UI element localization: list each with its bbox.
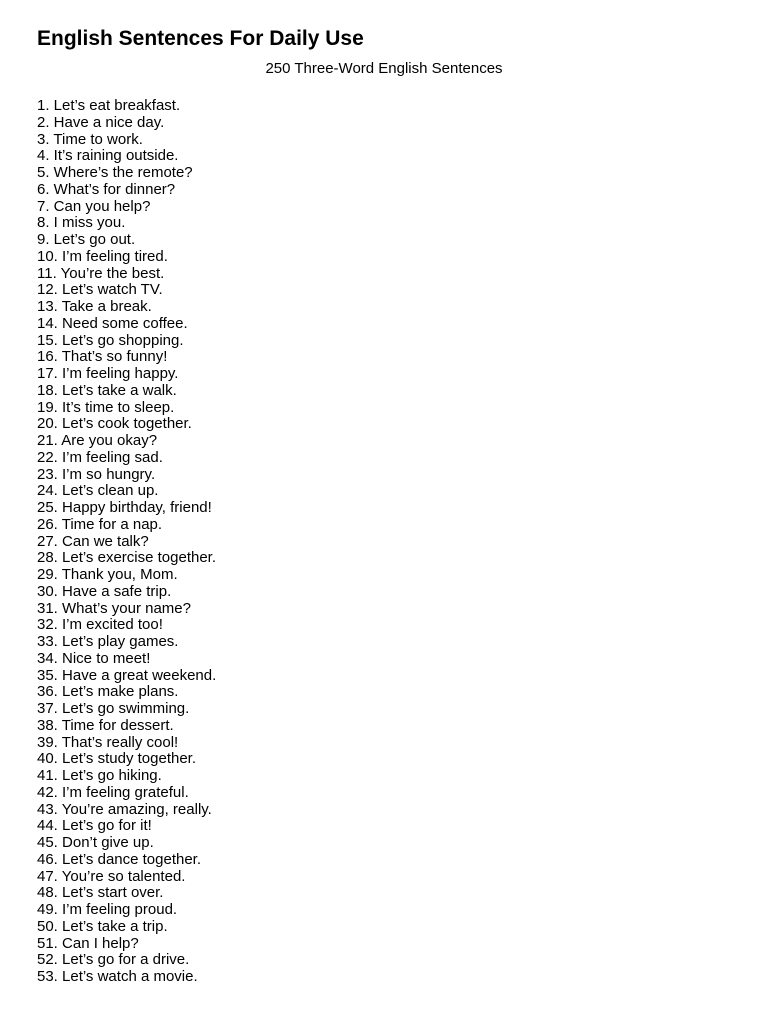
list-item: 9. Let’s go out. — [37, 231, 136, 248]
list-item: 35. Have a great weekend. — [37, 666, 217, 684]
list-item: 17. I’m feeling happy. — [37, 365, 179, 382]
list-item: 21. Are you okay? — [37, 432, 158, 449]
page-title: English Sentences For Daily Use — [37, 27, 364, 50]
list-item: 47. You’re so talented. — [37, 867, 186, 885]
list-item: 31. What’s your name? — [37, 599, 191, 617]
list-item: 24. Let’s clean up. — [37, 482, 159, 500]
list-item: 36. Let’s make plans. — [37, 683, 179, 701]
list-item: 8. I miss you. — [37, 214, 126, 232]
list-item: 30. Have a safe trip. — [37, 582, 172, 600]
list-item: 23. I’m so hungry. — [37, 465, 156, 483]
list-item: 13. Take a break. — [37, 298, 152, 315]
list-item: 5. Where’s the remote? — [37, 164, 193, 181]
list-item: 37. Let’s go swimming. — [37, 700, 190, 717]
list-item: 27. Can we talk? — [37, 532, 149, 550]
list-item: 28. Let’s exercise together. — [37, 549, 217, 567]
list-item: 20. Let’s cook together. — [37, 415, 192, 433]
list-item: 2. Have a nice day. — [37, 113, 165, 131]
list-item: 43. You’re amazing, really. — [37, 800, 212, 818]
list-item: 46. Let’s dance together. — [37, 850, 202, 868]
list-item: 39. That’s really cool! — [37, 733, 179, 751]
list-item: 1. Let’s eat breakfast. — [37, 97, 181, 114]
list-item: 50. Let’s take a trip. — [37, 917, 168, 935]
list-item: 48. Let’s start over. — [37, 884, 164, 902]
list-item: 18. Let’s take a walk. — [37, 381, 177, 399]
list-item: 53. Let’s watch a movie. — [37, 968, 198, 985]
list-item: 15. Let’s go shopping. — [37, 331, 184, 349]
list-item: 22. I’m feeling sad. — [37, 448, 163, 466]
list-item: 41. Let’s go hiking. — [37, 767, 162, 784]
list-item: 45. Don’t give up. — [37, 834, 154, 851]
list-item: 42. I’m feeling grateful. — [37, 783, 189, 801]
list-item: 26. Time for a nap. — [37, 515, 163, 533]
list-item: 6. What’s for dinner? — [37, 180, 176, 198]
list-item: 51. Can I help? — [37, 934, 139, 952]
list-item: 33. Let’s play games. — [37, 633, 179, 650]
list-item: 4. It’s raining outside. — [37, 147, 179, 165]
list-item: 34. Nice to meet! — [37, 649, 151, 667]
list-item: 38. Time for dessert. — [37, 716, 174, 734]
sentence-list — [37, 98, 216, 986]
list-item: 10. I’m feeling tired. — [37, 247, 168, 265]
list-item: 49. I’m feeling proud. — [37, 901, 178, 918]
list-item: 32. I’m excited too! — [37, 616, 163, 634]
list-item: 44. Let’s go for it! — [37, 817, 152, 835]
list-item: 16. That’s so funny! — [37, 348, 168, 366]
list-item: 11. You’re the best. — [37, 264, 165, 282]
list-item: 19. It’s time to sleep. — [37, 398, 175, 416]
page-subtitle: 250 Three-Word English Sentences — [265, 60, 503, 77]
list-item: 14. Need some coffee. — [37, 314, 188, 332]
list-item: 12. Let’s watch TV. — [37, 281, 163, 299]
list-item: 40. Let’s study together. — [37, 750, 197, 768]
list-item: 29. Thank you, Mom. — [37, 566, 178, 583]
list-item: 52. Let’s go for a drive. — [37, 951, 190, 969]
list-item: 3. Time to work. — [37, 130, 143, 148]
list-item: 25. Happy birthday, friend! — [37, 499, 212, 516]
list-item: 7. Can you help? — [37, 197, 151, 215]
